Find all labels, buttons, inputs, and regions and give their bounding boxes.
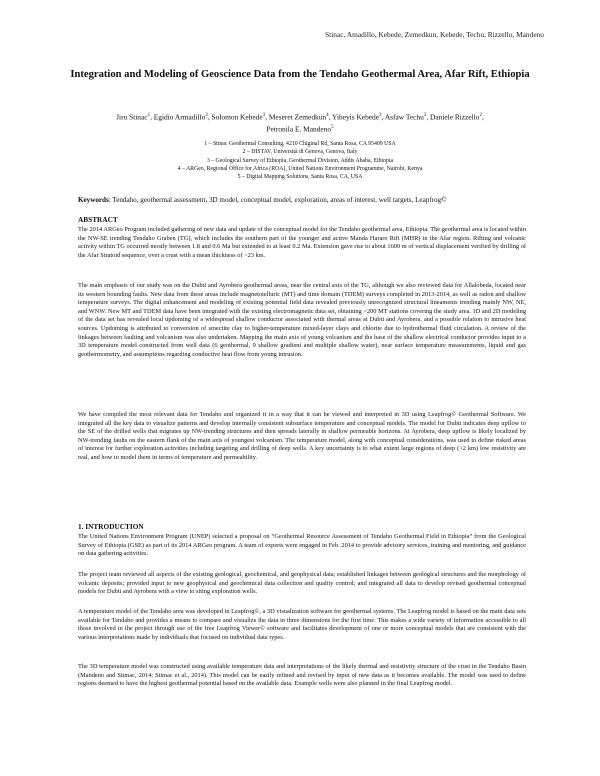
introduction-paragraph: The United Nations Environment Program (UNEP) selected a proposal on “Geothermal Resource Assessment of Tendaho Geothermal Field in Ethiopia” from the Geological Survey of Ethiopia (GSE) as part of its 2014 ARGeo program. A team of experts were engaged in Feb. 2014 to provide advisory services, training and mentoring, and guidance on data gathering activities. <box>78 533 526 558</box>
author-list <box>70 110 530 135</box>
affiliation: 4 – ARGeo, Regional Office for Africa (ROA), United Nations Environment Programme, Nairobi, Kenya <box>177 165 423 172</box>
author-name: Yiheyis Kebede <box>332 112 380 122</box>
affiliation: 3 – Geological Survey of Ethiopia, Geothermal Division, Addis Ababa, Ethiopia <box>206 157 394 164</box>
keywords <box>78 196 526 205</box>
affiliations <box>70 140 530 181</box>
affiliation: 2 – DISTAV, Università di Genova, Genova, Italy <box>242 149 358 156</box>
abstract-paragraph: We have compiled the most relevant data for Tendaho and organized it in a way that it can be viewed and interpreted in 3D using Leapfrog© Geothermal Software. We integrated all the key data to visualize patterns and develop internally consistent subsurface temperature and conceptual models. The model for Dubti indicates deep upflow to the SE of the drilled wells that migrates up NW-trending structures and then spreads laterally in shallow permeable horizons. At Ayrobera, deep upflow is likely localized by NW-trending faults on the eastern flank of the main axis of youngest volcanism. The temperature model, along with conceptual considerations, was used to define risked areas of interest for further exploration activities including targeting and drilling of deep wells. A key uncertainty is to what extent large regions of deep (>2 km) low resistivity are real, and how to model them in terms of temperature and permeability. <box>78 411 526 461</box>
running-head: Stinac, Amadillo, Kebede, Zemedkun, Kebede, Techu, Rizzello, Mandeno <box>325 30 544 39</box>
introduction-heading: 1. INTRODUCTION <box>78 522 144 531</box>
author-line-1: Jiru Stinac$^1$, Egidio Armadillo$^2$, Solomon Kebede$^3$, Meseret Zemedkun$^4$, Yiheyis Kebede$^3$, Asfaw Techu$^3$, Daniele Rizzello$^2$, <box>116 112 484 122</box>
author-line-2: Petronila E. Mandeno$^5$ <box>266 124 334 134</box>
author-name: Asfaw Techu <box>384 112 424 122</box>
author-name: Meseret Zemedkun <box>268 112 327 122</box>
author-name: Jiru Stinac <box>116 112 148 122</box>
author-name: Egidio Armadillo <box>153 112 206 122</box>
abstract-paragraph: The main emphasis of our study was on the Dubti and Ayrobera geothermal areas, near the central axis of the TG, although we also reviewed data for Allalobeda, located near its western bounding faults. New data from these areas include magnetotelluric (MT) and time domain (TDEM) surveys completed in 2013-2014, as well as radon and shallow temperature surveys. The digital enhancement and modeling of existing potential field data revealed previously unrecognized structural lineaments trending mainly NW, NE, and WNW. New MT and TDEM data have been integrated with the existing electromagnetic data set, obtaining >200 MT stations covering the study area. 1D and 2D modeling of the data set has revealed local updoming of a widespread shallow conductor associated with thermal areas at Dubti and Ayrobera, and a possible relation to intrusive heat sources. Updoming is attributed to conversion of smectite clay to higher-temperature mixed-layer clays and chlorite due to hydrothermal fluid circulation. A review of the linkages between faulting and volcanism was also undertaken. Mapping the main axis of young volcanism and the base of the shallow electrical conductor provides input to a 3D temperature model constructed from well data (6 geothermal, 9 shallow gradient and multiple shallow water), near surface temperature measurements, liquid and gas geothermometry, and assumptions regarding conductive heat flow from young intrusion. <box>78 282 526 358</box>
abstract-heading: ABSTRACT <box>78 215 118 224</box>
introduction-paragraph: The 3D temperature model was constructed using available temperature data and interpretations of the likely thermal and resistivity structure of the crust in the Tendaho Basin (Mandeno and Stimac, 2014; Stimac et al., 2014). This model can be easily refined and revised by input of new data as it becomes available. The model was used to define regions deemed to have the highest geothermal potential based on the available data. Example wells were also planned in the final Leapfrog model. <box>78 663 526 688</box>
affiliation: 5 – Digital Mapping Solutions, Santa Rosa, CA, USA <box>237 174 363 181</box>
keywords-text: : Tendaho, geothermal assessment, 3D model, conceptual model, exploration, areas of interest, well targets, Leapfrog© <box>108 196 447 204</box>
affiliation: 1 – Stinac Geothermal Consulting, 4210 Chiginal Rd, Santa Rosa, CA 95409 USA <box>204 141 396 147</box>
introduction-paragraph: The project team reviewed all aspects of the existing geological, geochemical, and geophysical data; established linkages between geological structures and the morphology of volcanic deposits; provided input to new geophysical and geochemical data collection and quality control; and integrated all data to develop revised geothermal conceptual models for Dubti and Ayrobera with a view to siting exploration wells. <box>78 571 526 596</box>
author-name: Daniele Rizzello <box>430 112 480 122</box>
keywords-label: Keywords <box>78 196 109 204</box>
author-name: Solomon Kebede <box>211 112 263 122</box>
introduction-paragraph: A temperature model of the Tendaho area was developed in Leapfrog©, a 3D visualization software for geothermal systems. The Leapfrog model is based on the main data sets available for Tendaho and provides a means to compare and visualize the data in three dimensions for the first time. This makes a wide variety of information accessible to all those involved in the project through use of the free Leapfrog Viewer© software and facilitates development of one or more conceptual models that are consistent with the various interpretations made by individuals that focused on individual data types. <box>78 608 526 641</box>
author-name: Petronila E. Mandeno <box>266 124 332 134</box>
paper-title: Integration and Modeling of Geoscience Data from the Tendaho Geothermal Area, Afar Rift, Ethiopia <box>70 69 530 80</box>
abstract-paragraph: The 2014 ARGeo Program included gathering of new data and update of the conceptual model for the Tendaho geothermal area, Ethiopia. The geothermal area is located within the NW-SE trending Tendaho Graben (TG), which includes the southern part of the younger and active Manda Hararo Rift (MHR) in the Afar region. Rifting and volcanic activity within TG occurred mostly between 1.8 and 0.6 Ma but extended to at least 0.2 Ma. Extension gave rise to about 1600 m of vertical displacement verified by drilling of the Afar Stratoid sequence, over a crust with a mean thickness of ~23 km. <box>78 226 526 259</box>
